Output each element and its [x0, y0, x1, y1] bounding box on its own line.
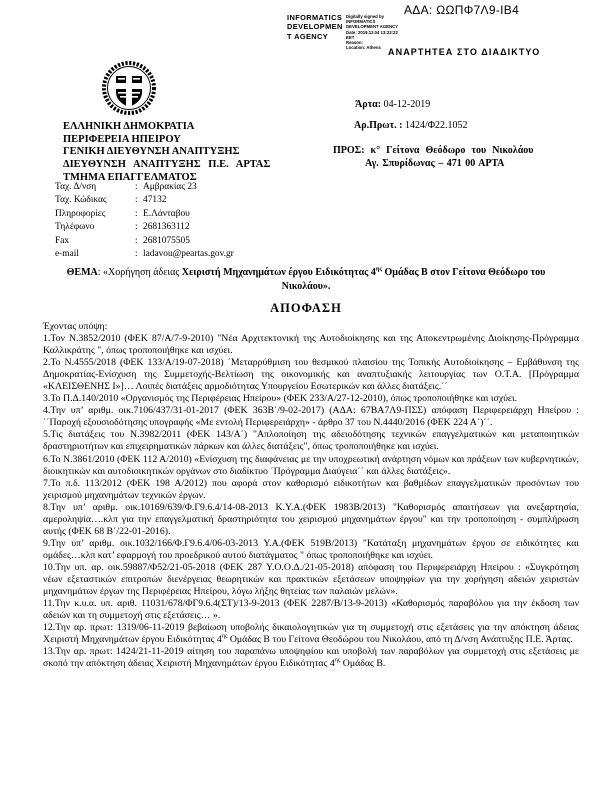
having-regard-label: Έχοντας υπόψη: [43, 321, 108, 332]
org-line-region: ΠΕΡΙΦΕΡΕΙΑ ΗΠΕΙΡΟΥ [63, 133, 181, 145]
protocol-number [354, 120, 468, 131]
list-item-8: 8.Την υπ’ αριθμ. οικ.10169/639/Φ.Γ9.6.4/14-08-2013 Κ.Υ.Α.(ΦΕΚ 1983Β/2013) "Καθορισμός απαιτήσεων για ανεξαρτησία, αμεροληψία….κλπ για την επαγγελματική δραστηριότητα του χειρισμού μηχανημάτων έργου" και την τροποποίηση - συμπλήρωση αυτής (ΦΕΚ 68 Β΄/22-01-2016). [43, 501, 579, 537]
signature-detail-line: Digitally signed by [346, 14, 384, 19]
list-item-3: 3.Το Π.Δ.140/2010 «Οργανισμός της Περιφέρειας Ηπείρου» (ΦΕΚ 233/Α/27-12-2010), όπως τροποποιήθηκε και ισχύει. [43, 393, 518, 405]
recipient-name: κ° Γείτονα Θεόδωρο του Νικολάου [370, 145, 534, 156]
org-line-general-directorate: ΓΕΝΙΚΗ ΔΙΕΥΘΥΝΣΗ ΑΝΑΠΤΥΞΗΣ [63, 146, 240, 158]
contact-info [55, 181, 234, 261]
list-item-13: 13.Την αρ. πρωτ: 1424/21-11-2019 αίτηση του παραπάνω υποψηφίου και υποβολή των παραβόλων για συμμετοχή στις εξετάσεις με σκοπό την απόκτηση άδειας Χειριστή Μηχανημάτων έργου Ειδικότητας $4^{\eta\varsigma}$ Ομάδας Β. [43, 646, 579, 670]
recipient-address: Αγ. Σπυρίδωνας – 471 00 ΑΡΤΑ [365, 158, 505, 169]
signature-detail-line: EET [346, 34, 355, 40]
subject-line: ΘΕΜΑ: «Χορήγηση άδειας Χειριστή Μηχανημάτων έργου Ειδικότητας $4^{\eta\varsigma}$ Ομάδας Β στον Γείτονα Θεόδωρο του Νικολάου». [66, 265, 546, 292]
list-item-11: 11.Την κ.υ.α. υπ. αριθ. 11031/678/ΦΓ9.6.4(ΣΤ)/13-9-2013 (ΦΕΚ 2287/Β/13-9-2013) «Καθορισμός παραβόλου για την έκδοση των αδειών και τη συμμετοχή στις εξετάσεις… ». [43, 598, 579, 622]
list-item-4: 4.Την υπ’ αριθμ. οικ.7106/437/31-01-2017 (ΦΕΚ 363Β΄/9-02-2017) (ΑΔΑ: 67ΒΑ7Λ9-ΠΣΣ) απόφαση Περιφερειάρχη Ηπείρου : ΄΄Παροχή εξουσιοδότησης υπογραφής «Με εντολή Περιφερειάρχη» - άρθρο 37 του Ν.4440/2016 (ΦΕΚ 224 Α΄)΄΄. [43, 405, 579, 429]
list-item-6: 6.Το Ν.3861/2010 (ΦΕΚ 112 Α/2010) «Ενίσχυση της διαφάνειας με την υποχρεωτική ανάρτηση νόμων και πράξεων των κυβερνητικών, διοικητικών και αυτοδιοικητικών οργάνων στο διαδίκτυο ΄Πρόγραμμα Διαύγεια΄΄ και άλλες διατάξεις». [43, 453, 579, 477]
list-item-9: 9.Την υπ’ αριθμ. οικ.1032/166/Φ.Γ9.6.4/06-03-2013 Υ.Α.(ΦΕΚ 519Β/2013) "Κατάταξη μηχανημάτων έργου σε ειδικότητες και ομάδες…κλπ κατ’ εφαρμογή του προεδρικού αυτού διατάγματος " όπως τροποποιήθηκε και ισχύει. [43, 537, 579, 561]
protocol-label: Αρ.Πρωτ. : [354, 120, 403, 131]
signature-detail-line: Date: 2019.12.04 13:23:22 [346, 29, 398, 35]
signature-detail-line: INFORMATICS [346, 19, 376, 25]
protocol-value: 1424/Φ22.1052 [404, 120, 468, 131]
ada-label: ΑΔΑ: [404, 3, 433, 17]
digital-signature-agency [287, 13, 343, 41]
contact-row-information: Πληροφορίες : Ε.Λάνταβου [55, 208, 190, 219]
list-item-12: 12.Την αρ. πρωτ: 1319/06-11-2019 βεβαίωση υποβολής δικαιολογητικών για τη συμμετοχή στις εξετάσεις για την απόκτηση άδειας Χειριστή Μηχανημάτων έργου Ειδικότητας $4^{\eta\varsigma}$ Ομάδας Β του Γείτονα Θεοδώρου του Νικολάου, από τη Δ/νση Ανάπτυξης Π.Ε. Άρτας. [43, 622, 579, 646]
list-item-10: 10.Την υπ. αρ. οικ.59887/Φ52/21-05-2018 (ΦΕΚ 287 Υ.Ο.Ο.Δ./21-05-2018) απόφαση του Περιφερειάρχη Ηπείρου : «Συγκρότηση νέων εξεταστικών επιτροπών διενέργειας θεωρητικών και πρακτικών εξετάσεων υποψηφίων για την χορήγηση αδειών χειριστών μηχανημάτων έργων της Περιφέρειας Ηπείρου, λόγω λήξης θητείας των παλαιών μελών». [43, 561, 579, 598]
contact-row-phone: Τηλέφωνο : 2681363112 [55, 222, 190, 233]
ada-value: ΩΩΠΦ7Λ9-ΙΒ4 [436, 3, 520, 17]
recipient-block [333, 145, 587, 169]
list-item-5: 5.Τις διατάξεις του Ν.3982/2011 (ΦΕΚ 143/Α΄) "Απλοποίηση της αδειοδότησης τεχνικών επαγγελματικών και μεταποιητικών δραστηριοτήτων και επιχειρηματικών πάρκων και άλλες διατάξεις", όπως τροποποιήθηκε και ισχύει. [43, 429, 579, 453]
signature-detail-line: DEVELOPMENT AGENCY [346, 24, 399, 30]
document-body [43, 321, 579, 670]
digital-signature-details [346, 14, 406, 50]
contact-row-email: e-mail : ladavou@peartas.gov.gr [55, 249, 234, 260]
signature-detail-line: Location: Athens [346, 45, 381, 51]
list-item-2: 2.Το Ν.4555/2018 (ΦΕΚ 133/Α/19-07-2018) ΄Μεταρρύθμιση του θεσμικού πλαισίου της Τοπικής Αυτοδιοίκησης – Εμβάθυνση της Δημοκρατίας-Ενίσχυση της Συμμετοχής-Βελτίωση της οικονομικής και αναπτυξιακής λειτουργίας των Ο.Τ.Α. [Πρόγραμμα «ΚΛΕΙΣΘΕΝΗΣ Ι»]… Λοιπές διατάξεις αρμοδιότητας Υπουργείου Εσωτερικών και άλλες διατάξεις.΄΄ [43, 357, 579, 393]
agency-line: INFORMATICS [287, 13, 343, 22]
contact-row-address: Ταχ. Δ/νση : Αμβρακίας 23 [55, 182, 197, 192]
list-item-7: 7.Το π.δ. 113/2012 (ΦΕΚ 198 Α/2012) που αφορά στον καθορισμό ειδικοτήτων και βαθμίδων επαγγελματικών προσόντων του χειρισμού μηχανημάτων τεχνικών έργων. [43, 477, 579, 501]
contact-row-postcode: Ταχ. Κώδικας : 47132 [55, 195, 167, 206]
agency-line: T AGENCY [287, 31, 329, 41]
city-date-value: 04-12-2019 [383, 99, 431, 110]
greek-emblem-icon [99, 59, 159, 117]
recipient-line [333, 145, 587, 156]
org-line-department: ΤΜΗΜΑ ΕΠΑΓΓΕΛΜΑΤΟΣ [63, 171, 197, 183]
signature-detail-line: Reason: [346, 40, 363, 46]
internet-posting-label: ΑΝΑΡΤΗΤΕΑ ΣΤΟ ΔΙΑΔΙΚΤΥΟ [388, 47, 541, 57]
contact-row-fax: Fax : 2681075505 [55, 235, 190, 246]
agency-line: DEVELOPMEN [287, 22, 343, 32]
org-header [63, 121, 270, 185]
org-line-directorate: ΔΙΕΥΘΥΝΣΗ ΑΝΑΠΤΥΞΗΣ Π.Ε. ΑΡΤΑΣ [63, 159, 271, 171]
recipient-label: ΠΡΟΣ: [333, 145, 365, 156]
list-item-1: 1.Τον Ν.3852/2010 (ΦΕΚ 87/Α/7-9-2010) "Νέα Αρχιτεκτονική της Αυτοδιοίκησης και της Αποκεντρωμένης Διοίκησης-Πρόγραμμα Καλλικράτης ", όπως τροποποιήθηκε και ισχύει. [43, 333, 579, 357]
city-date-label: Άρτα: [355, 99, 382, 110]
city-date [355, 99, 430, 110]
ada-number [404, 3, 519, 17]
org-line-republic: ΕΛΛΗΝΙΚΗ ΔΗΜΟΚΡΑΤΙΑ [63, 121, 195, 132]
decision-title: ΑΠΟΦΑΣΗ [270, 301, 342, 315]
